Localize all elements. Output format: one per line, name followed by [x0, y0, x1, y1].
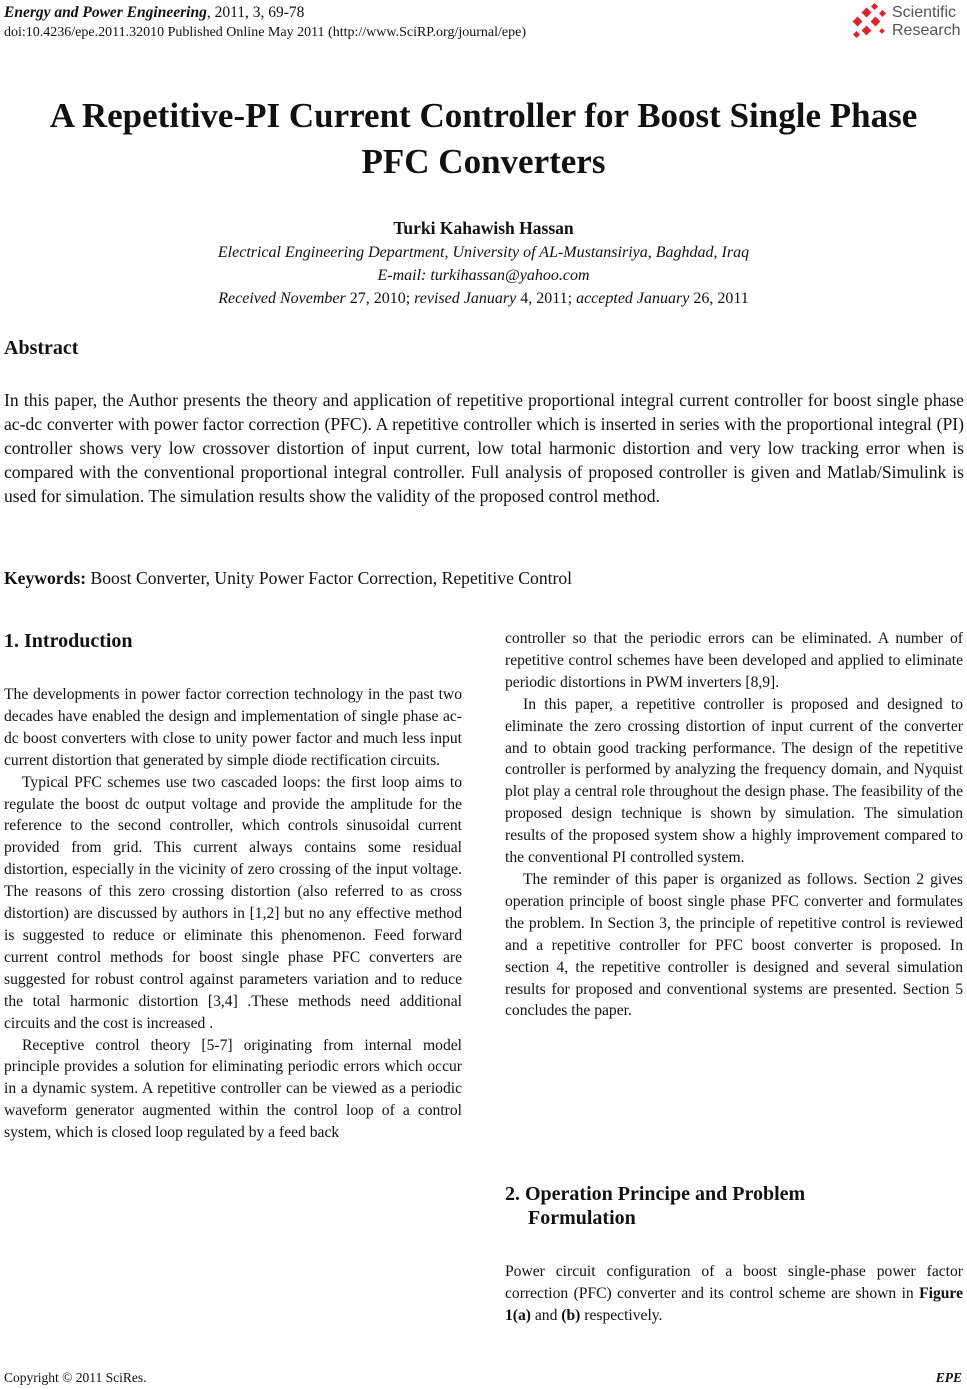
- copyright: Copyright © 2011 SciRes.: [4, 1370, 147, 1385]
- section2-heading: [505, 1182, 925, 1230]
- keywords-value: Boost Converter, Unity Power Factor Correction, Repetitive Control: [86, 568, 573, 588]
- author-affiliation: [0, 243, 967, 263]
- revised-date: 4, 2011;: [516, 290, 577, 307]
- received-date: 27, 2010;: [345, 290, 415, 307]
- logo-line1: Scientific: [892, 4, 957, 21]
- title-line1: A Repetitive-PI Current Controller for Boost Single Phase: [49, 96, 918, 135]
- right-column: [505, 628, 963, 1022]
- affil-dept: Electrical Engineering Department: [217, 244, 445, 261]
- journal-name: Energy and Power Engineering: [4, 4, 207, 21]
- journal-details: , 2011, 3, 69-78: [206, 4, 305, 21]
- left-column: [4, 684, 462, 1144]
- affil-sep3: ,: [713, 244, 722, 261]
- section2-p1-start: Power circuit configuration of a boost single-phase power factor correction (PFC) converter and its control scheme are shown in: [505, 1263, 963, 1302]
- keywords-label: Keywords:: [4, 568, 87, 588]
- received-dates: [0, 289, 967, 309]
- accepted-label: accepted January: [576, 290, 690, 307]
- affil-sep2: ,: [647, 244, 656, 261]
- logo-line2: Research: [892, 22, 961, 39]
- journal-abbrev: EPE: [935, 1370, 962, 1385]
- intro-paragraph-3: Receptive control theory [5-7] originating from internal model principle provides a solution for eliminating periodic errors which occur in a dynamic system. A repetitive controller can be viewed as a periodic waveform generator augmented within the control loop of a control system, which is closed loop regulated by a feed back: [4, 1036, 462, 1142]
- logo-wordmark: [892, 4, 960, 40]
- email-label: E-mail: [377, 267, 422, 284]
- intro-paragraph-3-continued: controller so that the periodic errors can be eliminated. A number of repetitive control schemes have been developed and applied to eliminate periodic distortions in PWM inverters [8,9].: [505, 630, 963, 691]
- publisher-logo: [848, 2, 966, 44]
- revised-label: revised January: [414, 290, 517, 307]
- intro-paragraph-2: Typical PFC schemes use two cascaded loops: the first loop aims to regulate the boost dc output voltage and provide the amplitude for the reference to the second controller, which controls sinusoidal current provided from grid. This current always contains some residual distortion, especially in the vicinity of zero crossing of the input voltage. The reasons of this zero crossing distortion (also referred to as cross distortion) are discussed by authors in [1,2] but no any effective method is suggested to reduce or eliminate this phenomenon. Feed forward current control methods for boost single phase PFC converters are suggested for robust control against parameters variation and to reduce the total harmonic distortion [3,4] .These methods need additional circuits and the cost is increased .: [4, 773, 462, 1032]
- affil-city: Baghdad: [655, 244, 714, 261]
- email-value: : turkihassan@yahoo.com: [421, 267, 590, 284]
- received-label: Received November: [218, 290, 346, 307]
- section2-p1-end: respectively.: [580, 1306, 663, 1324]
- keywords: [4, 566, 964, 590]
- author-email: [0, 266, 967, 286]
- section2-heading-line2: Formulation: [528, 1207, 636, 1229]
- section2-body: [505, 1261, 963, 1327]
- figure-1a-ref: Figure 1(a): [505, 1284, 963, 1324]
- scientific-research-logo-icon: [848, 2, 890, 44]
- affil-sep1: ,: [444, 244, 453, 261]
- paper-title: [0, 93, 967, 185]
- section2-p1-and: and: [530, 1306, 562, 1324]
- intro-paragraph-4: In this paper, a repetitive controller is proposed and designed to eliminate the zero crossing distortion of input current of the converter and to obtain good tracking performance. The design of the repetitive controller is performed by analyzing the frequency domain, and Nyquist plot play a central role throughout the design phase. The feasibility of the proposed design technique is shown by simulation. The simulation results of the proposed system show a highly improvement compared to the conventional PI controlled system.: [505, 695, 963, 867]
- title-line2: PFC Converters: [361, 142, 606, 181]
- figure-1b-ref: (b): [561, 1306, 581, 1324]
- doi-line: doi:10.4236/epe.2011.32010 Published Online May 2011 (http://www.SciRP.org/journal/epe): [4, 25, 526, 40]
- section1-heading: 1. Introduction: [4, 630, 133, 652]
- section2-paragraph-1: [505, 1261, 963, 1327]
- journal-line: [4, 4, 304, 22]
- intro-paragraph-5: The reminder of this paper is organized as follows. Section 2 gives operation principle of boost single phase PFC converter and formulates the problem. In Section 3, the principle of repetitive control is reviewed and a repetitive controller for PFC boost converter is proposed. In section 4, the repetitive controller is designed and several simulation results for proposed and conventional systems are presented. Section 5 concludes the paper.: [505, 870, 963, 1020]
- affil-country: Iraq: [721, 244, 750, 261]
- abstract-body: In this paper, the Author presents the theory and application of repetitive proportional integral current controller for boost single phase ac-dc converter with power factor correction (PFC). A repetitive controller which is inserted in series with the proportional integral (PI) controller shows very low crossover distortion of input current, low total harmonic distortion and very low tracking error when is compared with the conventional proportional integral controller. Full analysis of proposed controller is given and Matlab/Simulink is used for simulation. The simulation results show the validity of the proposed control method.: [4, 390, 964, 506]
- accepted-date: 26, 2011: [689, 290, 749, 307]
- abstract-heading: Abstract: [4, 337, 79, 359]
- author-name: Turki Kahawish Hassan: [393, 218, 574, 238]
- intro-paragraph-1: The developments in power factor correction technology in the past two decades have enabled the design and implementation of single phase ac-dc boost converters with close to unity power factor and much less input current distortion that generated by simple diode rectification circuits.: [4, 686, 462, 769]
- affil-univ: University of AL-Mustansiriya: [452, 244, 648, 261]
- section2-heading-line1: 2. Operation Principe and Problem: [505, 1183, 806, 1205]
